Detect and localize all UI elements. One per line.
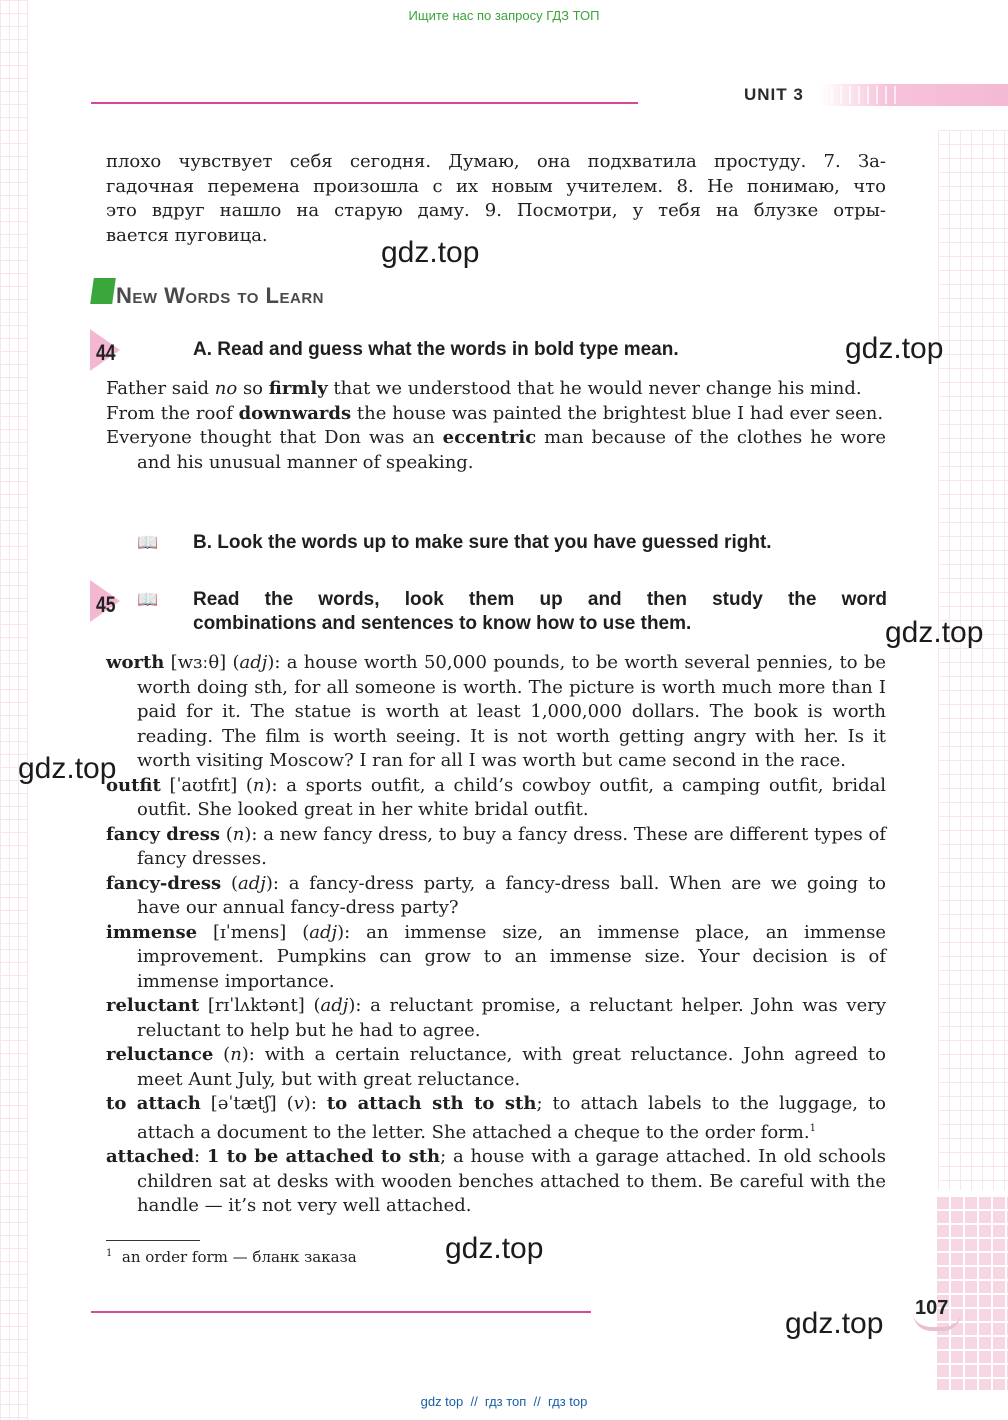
corner-pattern (935, 1195, 1008, 1390)
task-a: A. Read and guess what the words in bold type mean. (193, 339, 679, 360)
entry-fancy-dress-adj: fancy-dress (adj): a fancy-dress party, a fancy-dress ball. When are we going to have our annual fancy-dress party? (106, 872, 887, 918)
top-note: Ищите нас по запросу ГДЗ ТОП (408, 8, 600, 23)
footnote: $^1$ an order form — бланк заказа (106, 1248, 357, 1266)
watermark: gdz.top (785, 1307, 884, 1340)
exercise44-sentences (106, 377, 886, 475)
page-number: 107 (915, 1297, 949, 1319)
left-margin-pattern (0, 0, 28, 1420)
watermark: gdz.top (845, 332, 944, 365)
sentence: Father said no so firmly that we understood that he would never change his mind. (106, 378, 862, 399)
entry-worth: worth [wɜːθ] (adj): a house worth 50,000 pounds, to be worth several pennies, to be worth doing sth, for all someone is worth. The picture is worth much more than I paid for it. The statue is worth at least 1,000,000 dollars. The book is worth reading. The film is worth seeing. It is not worth getting angry with her. Is it worth visiting Moscow? I ran for all I was worth but came second in the race. (106, 652, 886, 771)
right-margin-pattern (938, 130, 1008, 1190)
section-title: New Words to Learn (116, 283, 324, 308)
entry-outfit: outfit [ˈaʊtfɪt] (n): a sports outfit, a child’s cowboy outfit, a camping outfit, bridal outfit. She looked great in her white bridal outfit. (106, 774, 887, 820)
dictionary-icon: 📖 (137, 590, 159, 610)
sentence: Everyone thought that Don was an eccentric man because of the clothes he wore and his unusual manner of speaking. (106, 427, 887, 473)
footnote-ref: 1 (809, 1122, 816, 1134)
task-45-line2: combinations and sentences to know how to use them. (193, 613, 692, 634)
entry-immense: immense [ɪˈmens] (adj): an immense size, an immense place, an immense improvement. Pumpkins can grow to an immense size. Your decision is of immense importance. (106, 921, 886, 992)
footer-rule (91, 1311, 591, 1313)
entry-reluctance: reluctance (n): with a certain reluctance, with great reluctance. John agreed to meet Aunt July, but with great reluctance. (106, 1044, 886, 1090)
sentence: From the roof downwards the house was painted the brightest blue I had ever seen. (106, 402, 884, 424)
watermark: gdz.top (18, 752, 117, 785)
unit-label: UNIT 3 (744, 85, 804, 104)
task-45-line1: Read the words, look them up and then study the word (193, 589, 887, 610)
watermark: gdz.top (381, 236, 480, 269)
russian-line: плохо чувствует себя сегодня. Думаю, она подхватила простуду. 7. За- (106, 151, 886, 172)
bottom-note: gdz top // гдз топ // гдз top (420, 1394, 588, 1409)
dictionary-icon: 📖 (137, 533, 159, 553)
entry-attached: attached: 1 to be attached to sth; a house with a garage attached. In old schools children sat at desks with wooden benches attached to them. Be careful with the handle — it’s not very well attached. (106, 1146, 886, 1216)
watermark: gdz.top (885, 616, 984, 649)
section-flag-icon (90, 278, 116, 304)
watermark: gdz.top (445, 1232, 544, 1265)
russian-text (106, 150, 886, 248)
header-rule (91, 102, 638, 104)
russian-line: это вдруг нашло на старую даму. 9. Посмотри, у тебя на блузке отры- (106, 200, 886, 221)
entry-reluctant: reluctant [rɪˈlʌktənt] (adj): a reluctant promise, a reluctant helper. John was very reluctant to help but he had to agree. (106, 995, 886, 1041)
exercise-number: 44 (96, 340, 116, 365)
russian-line: вается пуговица. (106, 224, 268, 246)
unit-header-dots (822, 86, 902, 104)
vocabulary-list (106, 651, 886, 1219)
entry-attach: to attach [əˈtætʃ] (v): to attach sth to sth; to attach labels to the luggage, to attach a document to the letter. She attached a cheque to the order form.$^1$ (106, 1093, 887, 1143)
exercise-number: 45 (96, 592, 116, 617)
task-b: B. Look the words up to make sure that you have guessed right. (193, 532, 772, 553)
footnote-rule (106, 1240, 200, 1241)
entry-fancy-dress: fancy dress (n): a new fancy dress, to buy a fancy dress. These are different types of fancy dresses. (106, 823, 887, 869)
russian-line: гадочная перемена произошла с их новым учителем. 8. Не понимаю, что (106, 175, 886, 197)
